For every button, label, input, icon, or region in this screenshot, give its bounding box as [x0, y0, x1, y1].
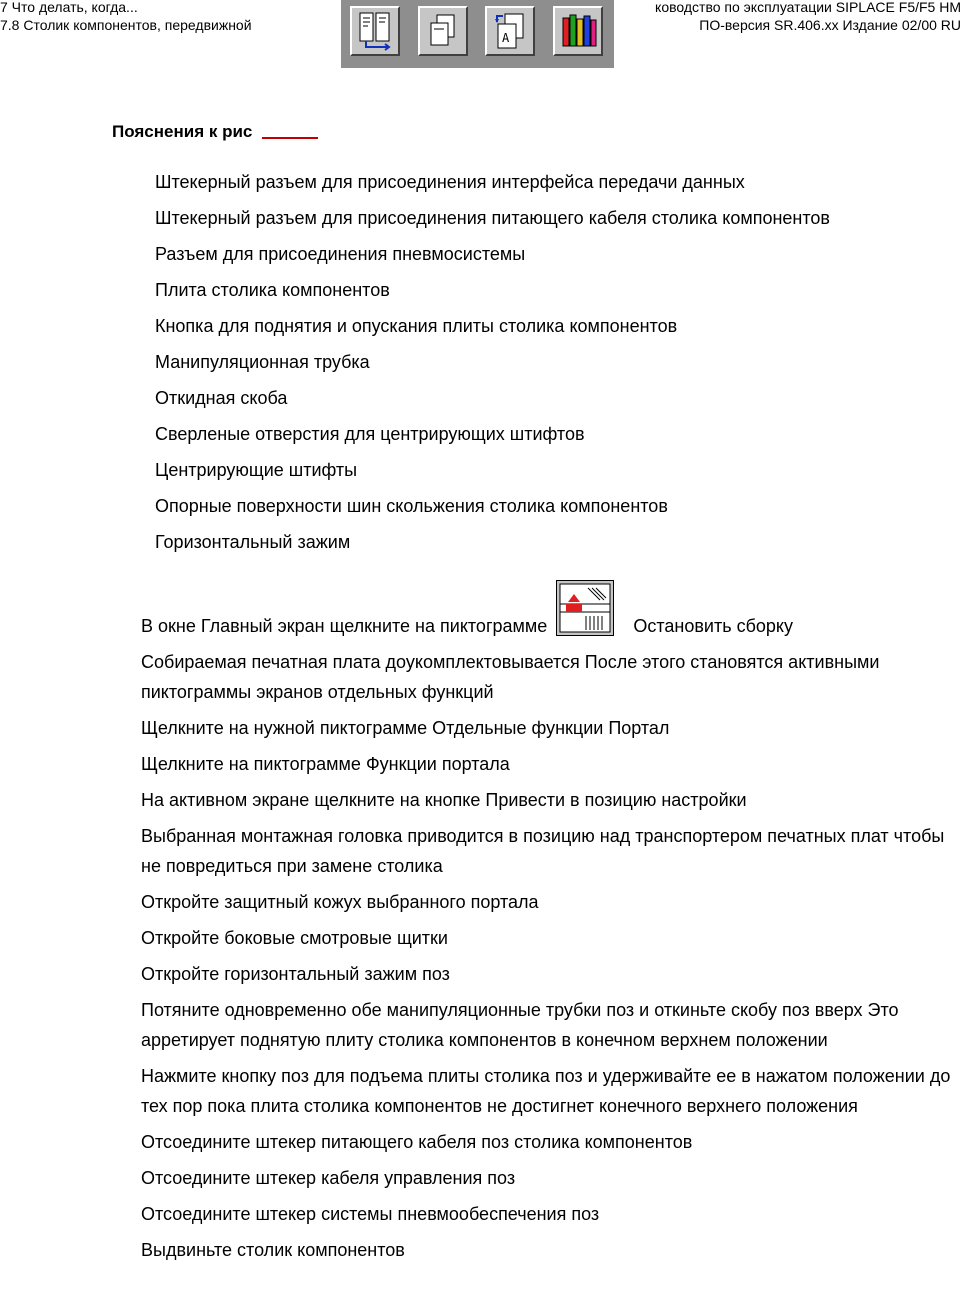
header-manual-info — [655, 0, 961, 34]
table-of-contents-icon — [352, 8, 398, 54]
header-section-title: 7.8 Столик компонентов, передвижной — [0, 17, 252, 33]
pages-button[interactable] — [418, 6, 468, 56]
figure-number-blank — [262, 123, 318, 139]
step-item: Откройте боковые смотровые щитки — [141, 928, 448, 948]
figure-legend-list — [155, 168, 830, 564]
header-chapter — [0, 0, 252, 34]
step-item: Нажмите кнопку поз для подъема плиты столика поз и удерживайте ее в нажатом положении до тех пор пока плита столика компонентов не достигнет конечного верхнего положения — [141, 1066, 951, 1116]
step-item: Выдвиньте столик компонентов — [141, 1240, 405, 1260]
step-item: Щелкните на нужной пиктограмме Отдельные функции Портал — [141, 718, 670, 738]
step-item: Отсоедините штекер системы пневмообеспечения поз — [141, 1204, 600, 1224]
step-item: Собираемая печатная плата доукомплектовывается После этого становятся активными пиктограммы экранов отдельных функций — [141, 652, 880, 702]
legend-item: Разъем для присоединения пневмосистемы — [155, 244, 526, 264]
step-item: Отсоедините штекер кабеля управления поз — [141, 1168, 516, 1188]
step-item: Откройте горизонтальный зажим поз — [141, 964, 450, 984]
step-item: Выбранная монтажная головка приводится в позицию над транспортером печатных плат чтобы не повредиться при замене столика — [141, 826, 945, 876]
legend-item: Откидная скоба — [155, 388, 288, 408]
pages-icon — [420, 8, 466, 54]
header-version: ПО-версия SR.406.xx Издание 02/00 RU — [699, 17, 961, 33]
step-text: Остановить сборку — [633, 616, 793, 636]
legend-item: Плита столика компонентов — [155, 280, 390, 300]
legend-item: Штекерный разъем для присоединения интерфейса передачи данных — [155, 172, 745, 192]
legend-item: Центрирующие штифты — [155, 460, 358, 480]
legend-item: Горизонтальный зажим — [155, 532, 351, 552]
figure-legend-heading — [112, 122, 318, 142]
library-button[interactable] — [553, 6, 603, 56]
procedure-steps — [141, 606, 961, 1271]
legend-item: Сверленые отверстия для центрирующих штифтов — [155, 424, 585, 444]
step-item: Щелкните на пиктограмме Функции портала — [141, 754, 510, 774]
navigation-toolbar — [341, 0, 614, 68]
contents-button[interactable] — [350, 6, 400, 56]
heading-text: Пояснения к рис — [112, 122, 253, 141]
library-books-icon — [555, 8, 601, 54]
header-chapter-title: 7 Что делать, когда... — [0, 0, 138, 15]
step-text: В окне Главный экран щелкните на пиктограмме — [141, 616, 548, 636]
legend-item: Манипуляционная трубка — [155, 352, 370, 372]
legend-item: Опорные поверхности шин скольжения столика компонентов — [155, 496, 668, 516]
header-manual-title: ководство по эксплуатации SIPLACE F5/F5 HM — [655, 0, 961, 15]
stop-assembly-icon — [556, 580, 614, 636]
index-button[interactable] — [485, 6, 535, 56]
step-item: Откройте защитный кожух выбранного портала — [141, 892, 539, 912]
index-search-icon — [487, 8, 533, 54]
step-item: Отсоедините штекер питающего кабеля поз столика компонентов — [141, 1132, 693, 1152]
legend-item: Кнопка для поднятия и опускания плиты столика компонентов — [155, 316, 678, 336]
step-item — [141, 606, 961, 641]
step-item: Потяните одновременно обе манипуляционные трубки поз и откиньте скобу поз вверх Это арретирует поднятую плиту столика компонентов в конечном верхнем положении — [141, 1000, 899, 1050]
step-item: На активном экране щелкните на кнопке Привести в позицию настройки — [141, 790, 747, 810]
legend-item: Штекерный разъем для присоединения питающего кабеля столика компонентов — [155, 208, 830, 228]
svg-text:A: A — [502, 31, 510, 45]
